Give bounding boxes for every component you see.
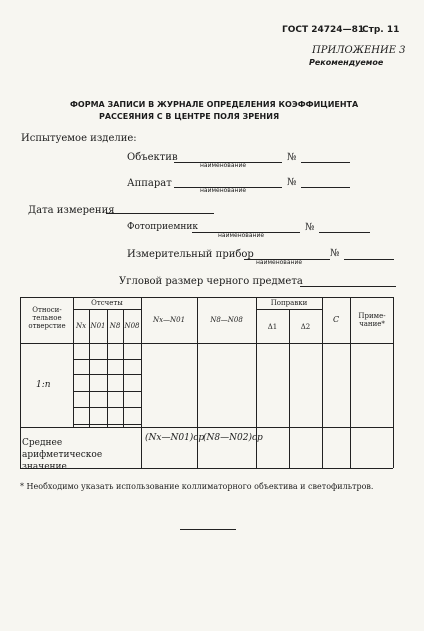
gost-number: ГОСТ 24724—81 (282, 25, 365, 35)
form-title-line1: ФОРМА ЗАПИСИ В ЖУРНАЛЕ ОПРЕДЕЛЕНИЯ КОЭФФИЦИЕНТА (70, 100, 359, 109)
form-title-line2: РАССЕЯНИЯ С В ЦЕНТРЕ ПОЛЯ ЗРЕНИЯ (99, 112, 280, 121)
col-note-header: Приме- чание* (358, 312, 386, 328)
angular-size-label: Угловой размер черного предмета (119, 276, 303, 287)
appendix-subtitle: Рекомендуемое (309, 58, 384, 67)
sub-n8-header: N8 (109, 322, 121, 330)
measure-date-line[interactable] (106, 213, 214, 214)
col-readings-header: Отсчеты (91, 299, 123, 307)
apparatus-label: Аппарат (127, 178, 172, 189)
instrument-number-line[interactable] (344, 259, 394, 260)
instrument-number-sign: № (330, 248, 340, 259)
col-c-header: C (332, 315, 340, 324)
measure-date-label: Дата измерения (28, 205, 115, 216)
photoreceiver-name-caption: наименование (218, 232, 265, 239)
sub-n01-header: N01 (90, 322, 106, 330)
objective-number-line[interactable] (301, 162, 350, 163)
average-formula-2: (N8—N02)ср (203, 433, 263, 443)
photoreceiver-number-sign: № (305, 222, 315, 233)
ratio-row-label: 1:n (36, 380, 51, 390)
sub-d2-header: Δ2 (300, 323, 311, 331)
instrument-label: Измерительный прибор (127, 249, 254, 260)
col-corrections-header: Поправки (270, 299, 308, 307)
objective-name-caption: наименование (200, 162, 247, 169)
footnote: * Необходимо указать использование коллиматорного объектива и светофильтров. (20, 482, 374, 491)
average-formula-1: (Nx—N01)ср (145, 433, 205, 443)
apparatus-number-sign: № (287, 177, 297, 188)
sub-d1-header: Δ1 (267, 323, 278, 331)
page-number: Стр. 11 (362, 25, 400, 35)
apparatus-number-line[interactable] (301, 187, 350, 188)
col-rel-hole-header: Относи- тельное отверстие (28, 306, 66, 330)
sub-nx-header: Nx (75, 322, 87, 330)
tested-product-label: Испытуемое изделие: (21, 133, 137, 144)
end-rule (180, 529, 236, 530)
photoreceiver-number-line[interactable] (319, 232, 370, 233)
col-diff2-header: N8—N08 (210, 316, 243, 324)
sub-n08-header: N08 (124, 322, 140, 330)
average-label: Среднее арифметическое значение (22, 438, 103, 472)
photoreceiver-label: Фотоприемник (127, 222, 198, 232)
angular-size-line[interactable] (300, 286, 396, 287)
appendix-title: ПРИЛОЖЕНИЕ 3 (312, 45, 406, 56)
objective-number-sign: № (287, 152, 297, 163)
apparatus-name-caption: наименование (200, 187, 247, 194)
objective-label: Объектив (127, 152, 178, 163)
instrument-name-caption: наименование (256, 259, 303, 266)
col-diff1-header: Nx—N01 (152, 316, 186, 324)
